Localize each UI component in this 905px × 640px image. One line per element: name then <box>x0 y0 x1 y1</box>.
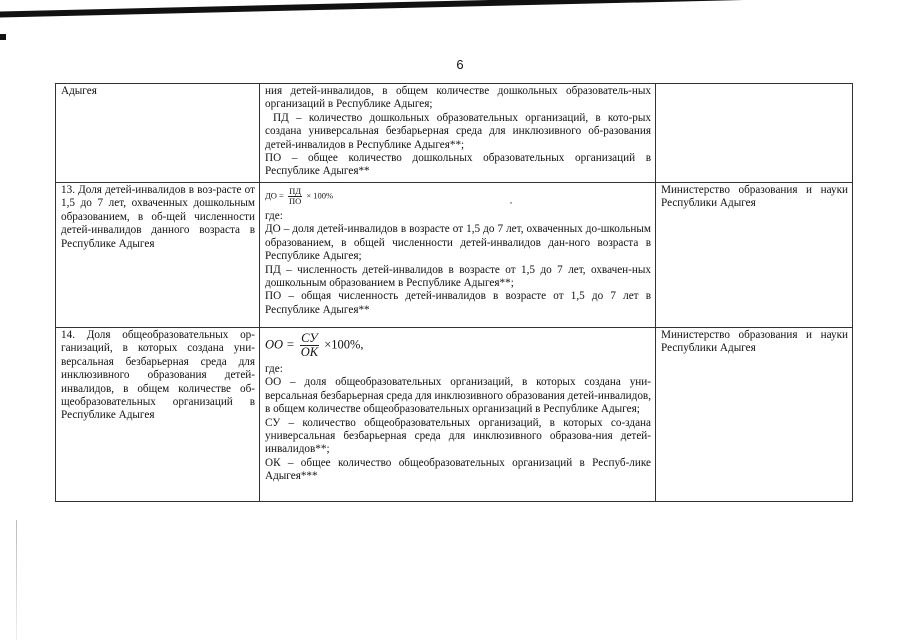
formula <box>265 329 651 361</box>
method-line: ПД – количество дошкольных образовательных организаций, в кото-рых создана универсальная безбарьерная среда для инклюзивного об-разования детей-инвалидов в Республике Адыгея**; <box>265 111 651 151</box>
indicators-table <box>55 83 853 502</box>
method-line: ПО – общая численность детей-инвалидов в возрасте от 1,5 до 7 лет в Республике Адыгея** <box>265 290 651 316</box>
formula-fraction <box>300 332 319 359</box>
indicator-text: 13. Доля детей-инвалидов в воз-расте от 1,5 до 7 лет, охваченных дошкольным образованием, в об-щей численности детей-инвалидов данного возраста в Республике Адыгея <box>61 184 255 250</box>
table-row <box>56 183 853 328</box>
formula <box>265 184 651 208</box>
method-cell <box>260 183 656 328</box>
formula-lhs: ДО = <box>265 190 284 201</box>
method-cell <box>260 328 656 502</box>
method-line: ния детей-инвалидов, в общем количестве дошкольных образователь-ных организаций в Республике Адыгея; <box>265 85 651 111</box>
formula-fraction <box>288 187 302 206</box>
table-row <box>56 84 853 183</box>
method-line: ПД – численность детей-инвалидов в возрасте от 1,5 до 7 лет, охвачен-ных дошкольным образованием в Республике Адыгея**; <box>265 263 651 290</box>
method-line: ОК – общее количество общеобразовательных организаций в Респуб-лике Адыгея*** <box>265 456 651 483</box>
responsible-text: Министерство образования и науки Республики Адыгея <box>661 184 848 210</box>
formula-tail: ×100%, <box>324 337 364 352</box>
method-line: СУ – количество общеобразовательных организаций, в которых со-здана универсальная безбарьерная среда для инклюзивного образова-ния детей-инвалидов**; <box>265 416 651 456</box>
indicator-text: 14. Доля общеобразовательных ор-ганизаций, в которых создана уни-версальная безбарьерная среда для инклюзивного образования детей-инвалидов, в общем количестве об-щеобразовательных организаций в Республике Адыгея <box>61 329 255 422</box>
indicator-cell <box>56 328 260 502</box>
method-line: ОО – доля общеобразовательных организаций, в которых создана уни-версальная безбарьерная среда для инклюзивного образования детей-инвалидов, в общем количестве общеобразовательных организаций в Республике Адыгея; <box>265 376 651 416</box>
responsible-cell <box>656 328 853 502</box>
scan-black-bar <box>0 0 905 18</box>
formula-trailing-comma: , <box>510 195 513 205</box>
scan-black-corner <box>0 34 6 40</box>
responsible-cell <box>656 183 853 328</box>
scan-border-top <box>0 0 905 40</box>
responsible-cell <box>656 84 853 183</box>
indicator-cell <box>56 84 260 183</box>
formula-denominator: ПО <box>288 196 302 206</box>
indicator-text: Адыгея <box>61 85 97 97</box>
formula-denominator: ОК <box>300 345 319 359</box>
responsible-text: Министерство образования и науки Республики Адыгея <box>661 329 848 355</box>
formula-tail: × 100% <box>306 190 334 201</box>
scan-edge-mark <box>16 520 17 640</box>
method-cell <box>260 84 656 183</box>
table-row <box>56 328 853 502</box>
formula-lhs: ОО = <box>265 337 295 352</box>
formula-numerator: ПД <box>289 186 302 196</box>
formula-numerator: СУ <box>301 331 318 345</box>
page-number: 6 <box>456 57 464 72</box>
indicator-cell <box>56 183 260 328</box>
where-label: где: <box>265 210 283 222</box>
where-label: где: <box>265 363 283 375</box>
method-line: ДО – доля детей-инвалидов в возрасте от 1,5 до 7 лет, охваченных до-школьным образованием, в общей численности детей-инвалидов дан-ного возраста в Республике Адыгея; <box>265 223 651 263</box>
method-line: ПО – общее количество дошкольных образовательных организаций в Республике Адыгея** <box>265 152 651 178</box>
